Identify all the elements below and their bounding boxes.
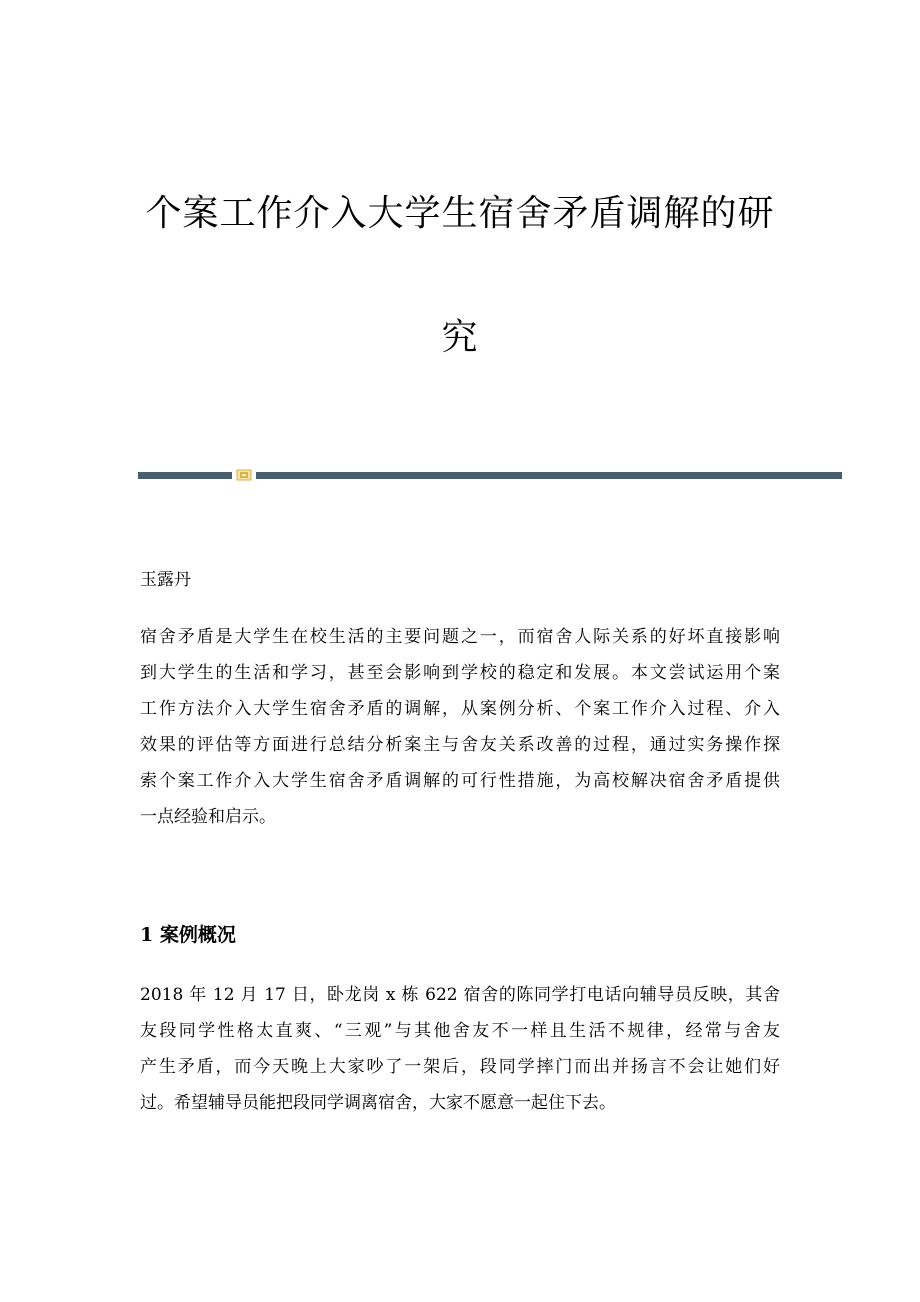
section-1-line: 友段同学性格太直爽、“三观”与其他舍友不一样且生活不规律，经常与舍友 [140, 1021, 780, 1041]
document-title-line-1: 个案工作介入大学生宿舍矛盾调解的研 [145, 193, 775, 234]
abstract-line: 到大学生的生活和学习，甚至会影响到学校的稳定和发展。本文尝试运用个案 [140, 663, 780, 683]
author-name: 玉露丹 [140, 570, 191, 590]
section-1-line: 2018 年 12 月 17 日，卧龙岗 x 栋 622 宿舍的陈同学打电话向辅导员反映，其舍 [140, 985, 780, 1005]
divider-bar-right [256, 472, 842, 479]
section-1-line: 产生矛盾，而今天晚上大家吵了一架后，段同学摔门而出并扬言不会让她们好 [140, 1057, 780, 1077]
section-1-heading: 1 案例概况 [140, 924, 236, 946]
abstract-paragraph [140, 625, 780, 841]
section-1-line: 过。希望辅导员能把段同学调离宿舍，大家不愿意一起住下去。 [140, 1093, 616, 1113]
section-1-paragraph [140, 983, 780, 1127]
divider-ornament-icon [236, 469, 252, 481]
abstract-line: 效果的评估等方面进行总结分析案主与舍友关系改善的过程，通过实务操作探 [140, 735, 780, 755]
document-title-line-2: 究 [441, 317, 479, 358]
title-divider [138, 468, 842, 482]
abstract-line: 索个案工作介入大学生宿舍矛盾调解的可行性措施，为高校解决宿舍矛盾提供 [140, 771, 780, 791]
abstract-line: 一点经验和启示。 [140, 807, 276, 827]
abstract-line: 宿舍矛盾是大学生在校生活的主要问题之一，而宿舍人际关系的好坏直接影响 [140, 627, 780, 647]
divider-bar-left [138, 472, 232, 479]
abstract-line: 工作方法介入大学生宿舍矛盾的调解，从案例分析、个案工作介入过程、介入 [140, 699, 780, 719]
